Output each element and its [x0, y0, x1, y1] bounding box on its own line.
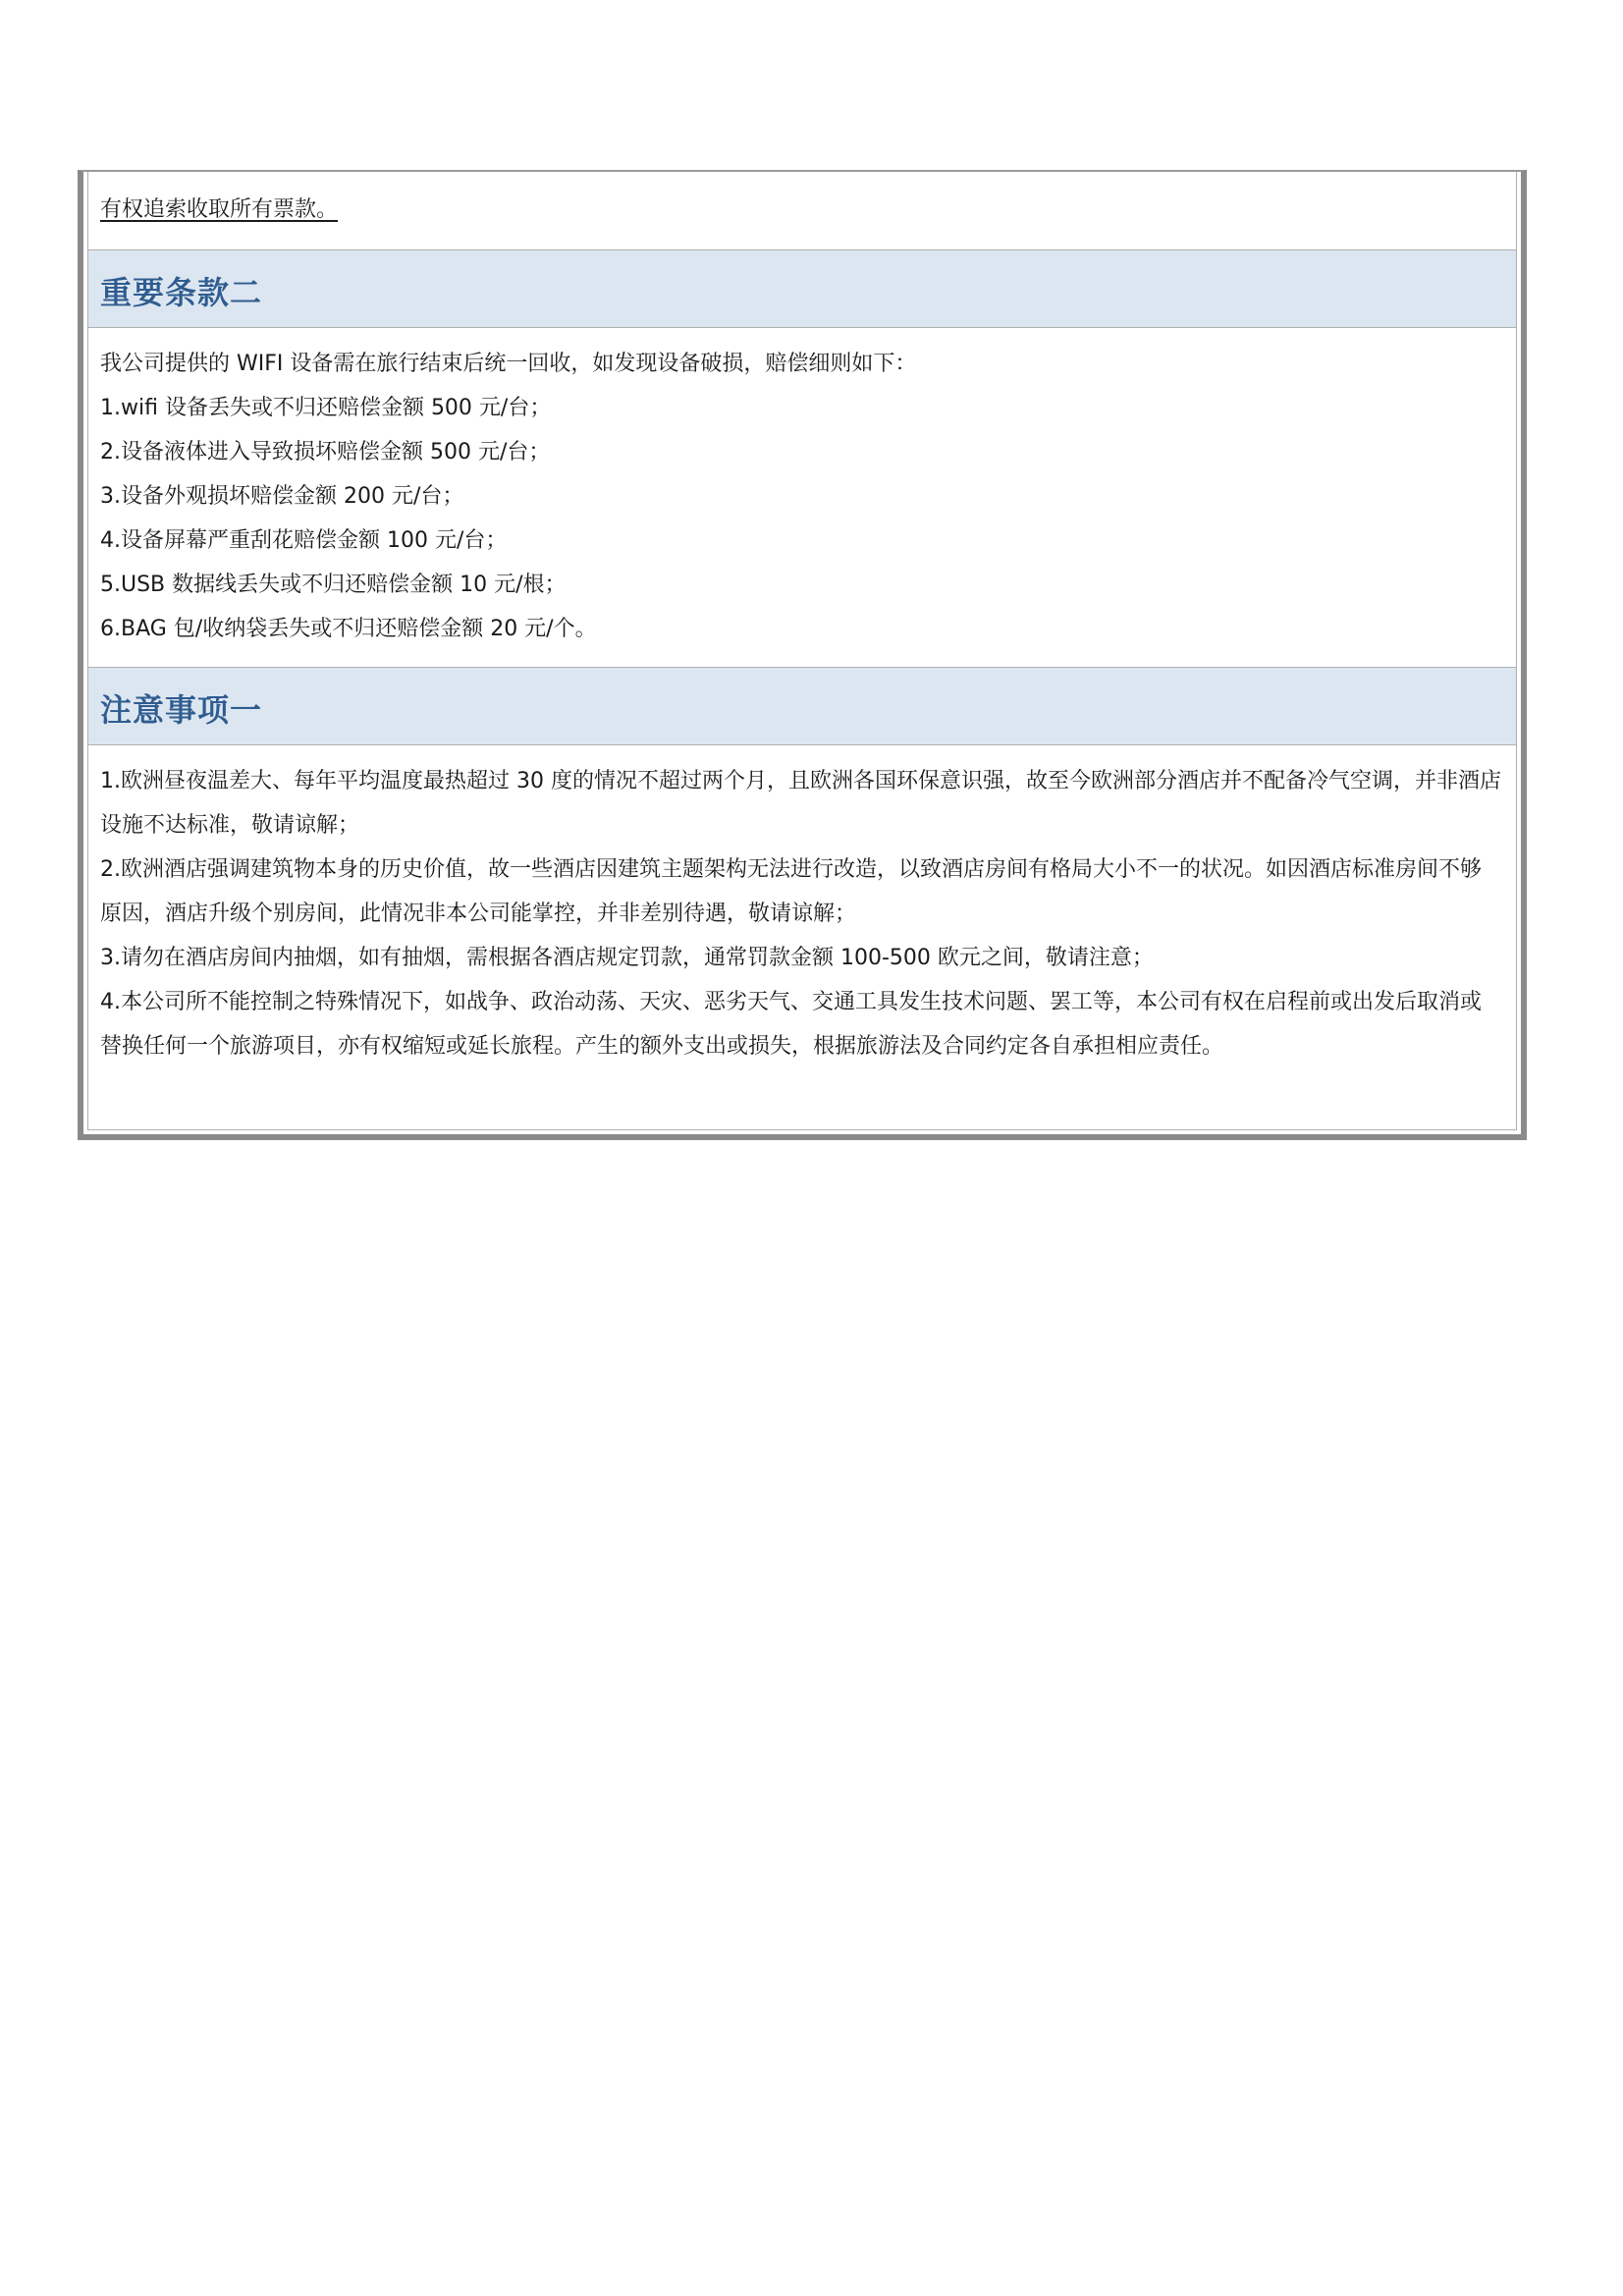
top-fragment-text: 有权追索收取所有票款。 [100, 197, 339, 222]
section-two-item: 3.设备外观损坏赔偿金额 200 元/台； [100, 484, 464, 509]
terms-table [78, 170, 1527, 1140]
notice-one-header [88, 668, 1516, 745]
section-two-item: 6.BAG 包/收纳袋丢失或不归还赔偿金额 20 元/个。 [100, 617, 597, 641]
section-two-header [88, 250, 1516, 328]
notice-one-body [88, 745, 1516, 1129]
section-two-intro: 我公司提供的 WIFI 设备需在旅行结束后统一回收，如发现设备破损，赔偿细则如下： [100, 352, 917, 376]
terms-table-inner [87, 172, 1517, 1130]
section-two-item: 4.设备屏幕严重刮花赔偿金额 100 元/台； [100, 528, 508, 553]
section-two-item: 2.设备液体进入导致损坏赔偿金额 500 元/台； [100, 440, 551, 465]
notice-one-item: 4.本公司所不能控制之特殊情况下，如战争、政治动荡、天灾、恶劣天气、交通工具发生技术问题、罢工等，本公司有权在启程前或出发后取消或替换任何一个旅游项目，亦有权缩短或延长旅程。产生的额外支出或损失，根据旅游法及合同约定各自承担相应责任。 [100, 990, 1482, 1059]
notice-one-item: 3.请勿在酒店房间内抽烟，如有抽烟，需根据各酒店规定罚款，通常罚款金额 100-500 欧元之间，敬请注意； [100, 946, 1154, 970]
previous-section-tail [88, 172, 1516, 250]
notice-one-item: 1.欧洲昼夜温差大、每年平均温度最热超过 30 度的情况不超过两个月，且欧洲各国环保意识强，故至今欧洲部分酒店并不配备冷气空调，并非酒店设施不达标准，敬请谅解； [100, 769, 1501, 838]
section-two-title: 重要条款二 [100, 274, 263, 311]
section-two-item: 5.USB 数据线丢失或不归还赔偿金额 10 元/根； [100, 573, 567, 597]
notice-one-title: 注意事项一 [100, 691, 263, 729]
section-two-body [88, 328, 1516, 668]
notice-one-item: 2.欧洲酒店强调建筑物本身的历史价值，故一些酒店因建筑主题架构无法进行改造，以致酒店房间有格局大小不一的状况。如因酒店标准房间不够原因，酒店升级个别房间，此情况非本公司能掌控，并非差别待遇，敬请谅解； [100, 857, 1482, 926]
section-two-item: 1.wifi 设备丢失或不归还赔偿金额 500 元/台； [100, 396, 552, 420]
